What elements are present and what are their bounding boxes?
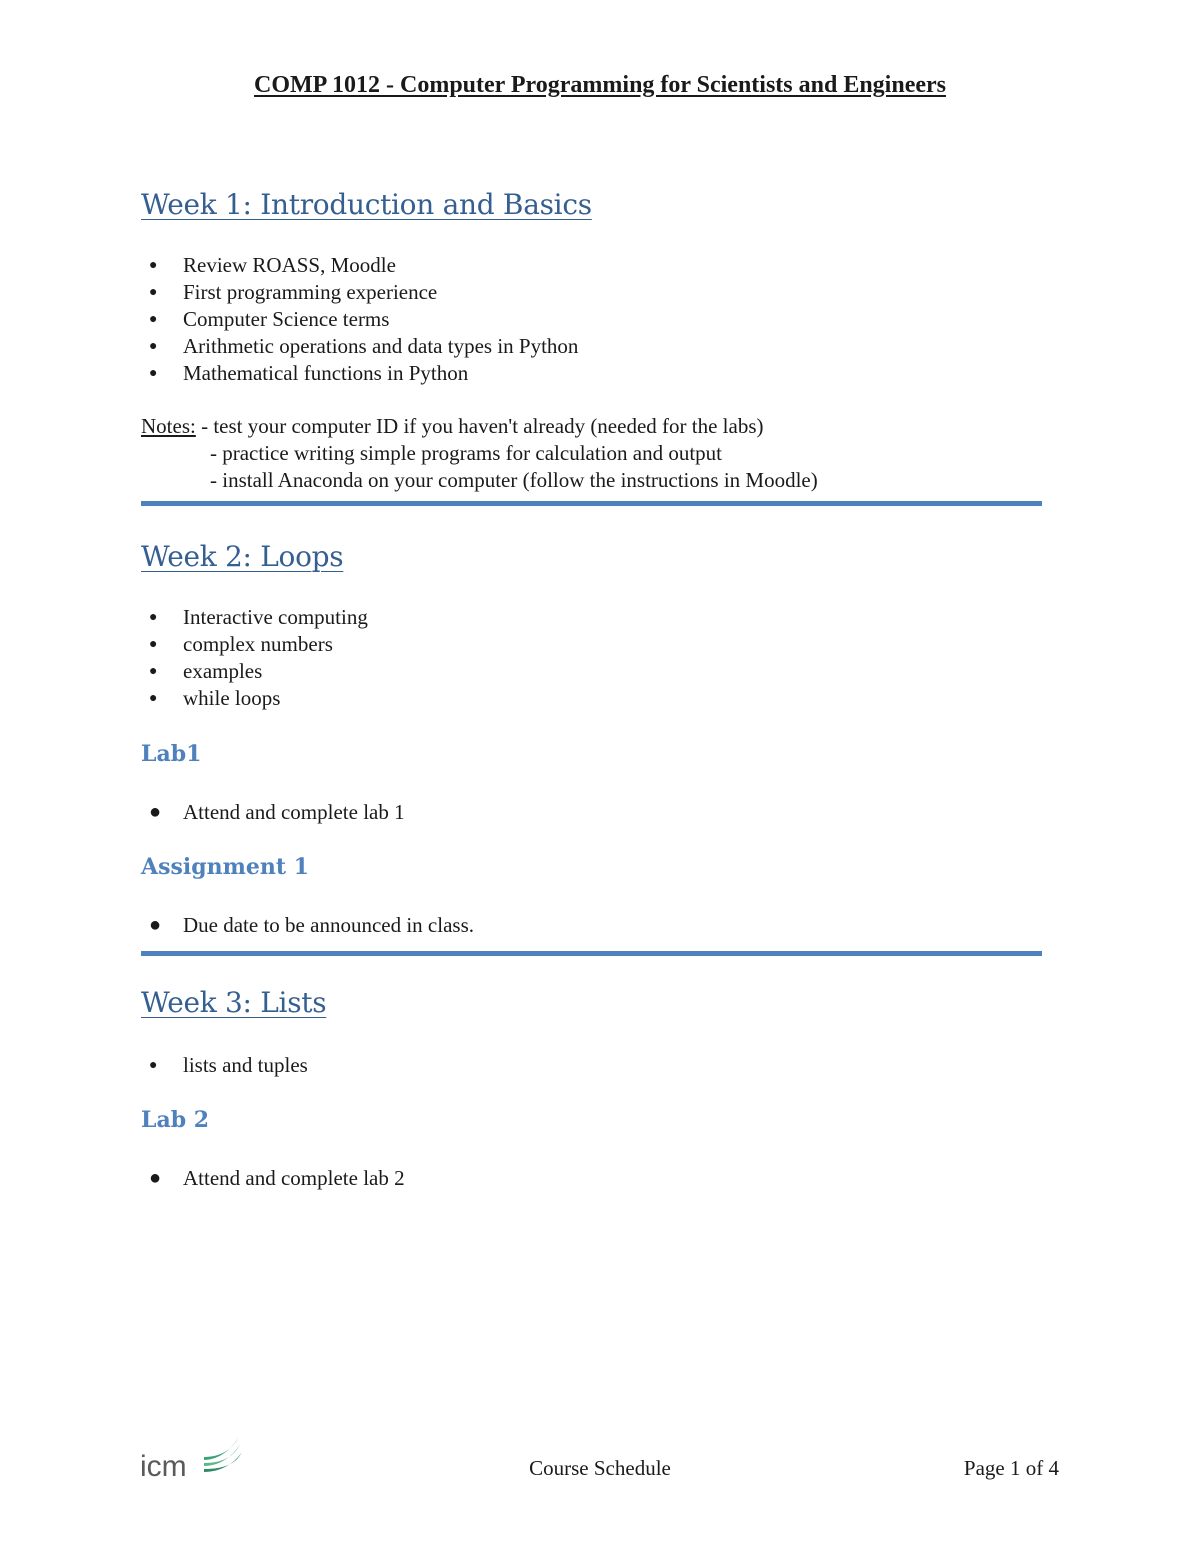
bullet-icon: ● bbox=[149, 691, 158, 706]
assignment-1-heading: Assignment 1 bbox=[141, 854, 309, 880]
list-item-text: lists and tuples bbox=[183, 1053, 308, 1077]
document-title: COMP 1012 - Computer Programming for Scientists and Engineers bbox=[254, 72, 946, 98]
footer-course-schedule: Course Schedule bbox=[529, 1456, 671, 1480]
list-item-text: examples bbox=[183, 659, 263, 683]
week-3-topic-list bbox=[141, 1052, 308, 1079]
week-2-heading: Week 2: Loops bbox=[141, 540, 344, 573]
notes-label: Notes: bbox=[141, 414, 196, 438]
list-item-text: Arithmetic operations and data types in Python bbox=[183, 334, 579, 358]
note-line: - install Anaconda on your computer (follow the instructions in Moodle) bbox=[210, 468, 818, 492]
list-item bbox=[141, 333, 578, 360]
list-item bbox=[141, 685, 368, 712]
logo-text: icm bbox=[140, 1450, 187, 1482]
list-item bbox=[141, 799, 405, 826]
bullet-icon: ● bbox=[149, 637, 158, 652]
bullet-icon: ● bbox=[149, 366, 158, 381]
bullet-icon: ● bbox=[149, 801, 162, 823]
list-item-text: while loops bbox=[183, 686, 281, 710]
bullet-icon: ● bbox=[149, 285, 158, 300]
footer-page-number: Page 1 of 4 bbox=[963, 1456, 1059, 1480]
bullet-icon: ● bbox=[149, 258, 158, 273]
bullet-icon: ● bbox=[149, 339, 158, 354]
lab-2-list bbox=[141, 1165, 405, 1192]
week-2-topic-list bbox=[141, 604, 368, 712]
week-1-heading: Week 1: Introduction and Basics bbox=[141, 188, 592, 221]
list-item bbox=[141, 1165, 405, 1192]
list-item bbox=[141, 360, 578, 387]
list-item-text: Attend and complete lab 2 bbox=[183, 1166, 405, 1190]
lab-1-heading: Lab1 bbox=[141, 741, 202, 767]
list-item-text: Computer Science terms bbox=[183, 307, 390, 331]
list-item-text: Due date to be announced in class. bbox=[183, 913, 474, 937]
list-item bbox=[141, 306, 578, 333]
note-line: - test your computer ID if you haven't already (needed for the labs) bbox=[195, 414, 764, 438]
assignment-1-list bbox=[141, 912, 474, 939]
bullet-icon: ● bbox=[149, 1058, 158, 1073]
list-item bbox=[141, 279, 578, 306]
week-1-topic-list bbox=[141, 252, 578, 387]
list-item bbox=[141, 631, 368, 658]
week-1-notes bbox=[141, 413, 818, 494]
list-item-text: Attend and complete lab 1 bbox=[183, 800, 405, 824]
lab-1-list bbox=[141, 799, 405, 826]
list-item bbox=[141, 604, 368, 631]
list-item bbox=[141, 1052, 308, 1079]
list-item bbox=[141, 252, 578, 279]
list-item bbox=[141, 912, 474, 939]
note-line: - practice writing simple programs for calculation and output bbox=[210, 441, 723, 465]
list-item-text: First programming experience bbox=[183, 280, 438, 304]
list-item-text: Mathematical functions in Python bbox=[183, 361, 469, 385]
bullet-icon: ● bbox=[149, 664, 158, 679]
list-item bbox=[141, 658, 368, 685]
section-divider bbox=[141, 501, 1042, 506]
section-divider bbox=[141, 951, 1042, 956]
lab-2-heading: Lab 2 bbox=[141, 1107, 210, 1133]
week-3-heading: Week 3: Lists bbox=[141, 986, 327, 1019]
list-item-text: Review ROASS, Moodle bbox=[183, 253, 396, 277]
bullet-icon: ● bbox=[149, 914, 162, 936]
bullet-icon: ● bbox=[149, 610, 158, 625]
bullet-icon: ● bbox=[149, 312, 158, 327]
list-item-text: Interactive computing bbox=[183, 605, 368, 629]
list-item-text: complex numbers bbox=[183, 632, 333, 656]
bullet-icon: ● bbox=[149, 1167, 162, 1189]
